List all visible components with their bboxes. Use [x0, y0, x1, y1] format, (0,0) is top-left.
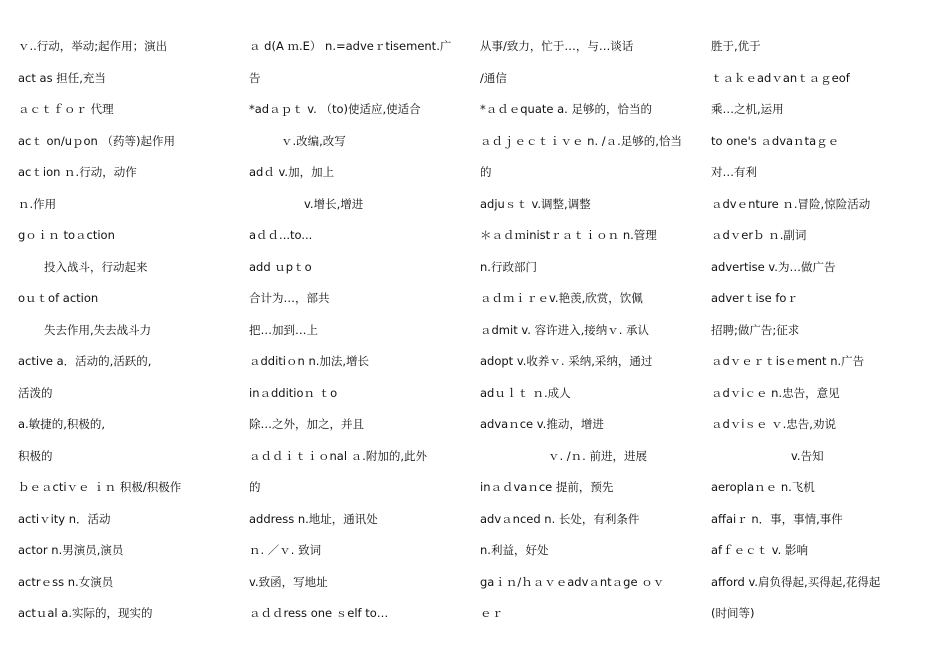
column-3	[480, 38, 690, 637]
entry-line: (时间等)	[711, 606, 755, 620]
entry-line: ａ d(A ｍ.E） n.=adveｒtisement.广	[249, 39, 452, 53]
column-4	[711, 38, 931, 637]
entry-line: acｔion ｎ.行动，动作	[18, 165, 137, 179]
entry-line: 活泼的	[18, 385, 53, 400]
entry-line: a.敏捷的,积极的,	[18, 417, 106, 431]
entry-line: ａdｖｅｒｔisｅment n.广告	[711, 354, 865, 368]
entry-line: n.行政部门	[480, 259, 537, 274]
entry-line: adｕｌｔ ｎ.成人	[480, 385, 571, 400]
entry-line: 从事/致力，忙于…，与…谈话	[480, 39, 634, 53]
entry-line: inａｄvaｎce 提前，预先	[480, 480, 614, 494]
entry-line: 的	[249, 480, 261, 494]
entry-line: aeroplaｎｅ n.飞机	[711, 480, 815, 494]
entry-line: inａdditioｎ ｔo	[249, 385, 338, 400]
entry-line: *ａｄｅquate a. 足够的，恰当的	[480, 102, 652, 116]
entry-line: aｄｄ...to...	[249, 228, 313, 242]
entry-line: /通信	[480, 70, 507, 85]
entry-line: ｅｒ	[480, 606, 503, 620]
entry-line: n.利益，好处	[480, 543, 549, 557]
entry-line: adｄ v.加，加上	[249, 165, 335, 179]
entry-line: ａｄｄｉｔｉｏnal ａ.附加的,此外	[249, 448, 427, 463]
entry-line: ａdmit v. 容许进入,接纳ｖ. 承认	[480, 322, 650, 337]
entry-line: ｖ.改编,改写	[281, 133, 346, 148]
entry-line: 告	[249, 70, 261, 85]
entry-line: 胜于,优于	[711, 39, 761, 53]
entry-line: v.致函，写地址	[249, 574, 328, 589]
entry-line: 合计为…，部共	[249, 291, 330, 305]
entry-line: affaiｒ n．事，事情,事件	[711, 511, 843, 526]
entry-line: adopt v.收养ｖ. 采纳,采纳，通过	[480, 354, 653, 368]
entry-line: 的	[480, 165, 492, 179]
entry-line: 投入战斗，行动起来	[44, 259, 148, 274]
entry-line: adverｔise foｒ	[711, 291, 798, 305]
entry-line: ａdｖerｂ ｎ.副词	[711, 228, 807, 242]
entry-line: ｂｅａctiｖｅ ｉｎ 积极/积极作	[18, 480, 182, 494]
entry-line: actiｖity n．活动	[18, 511, 111, 526]
entry-line: ｖ. /ｎ. 前进，进展	[548, 448, 647, 463]
entry-line: advertise v.为…做广告	[711, 259, 836, 274]
entry-line: ＊ａｄｍinistｒａｔｉｏｎ n.管理	[480, 228, 657, 242]
entry-line: afｆｅｃｔ v. 影响	[711, 543, 808, 557]
entry-line: adjuｓｔ v.调整,调整	[480, 196, 591, 211]
entry-line: 失去作用,失去战斗力	[44, 322, 152, 337]
entry-line: gｏｉｎ toａction	[18, 228, 115, 242]
entry-line: *adａｐｔ v. （to)使适应,使适合	[249, 102, 421, 116]
entry-line: add ｕpｔo	[249, 259, 312, 274]
entry-line: ｔａｋｅadｖanｔａｇeof	[711, 70, 850, 85]
entry-line: ａdditiｏn n.加法,增长	[249, 354, 370, 368]
column-1	[18, 38, 233, 637]
entry-line: active a．活动的,活跃的,	[18, 354, 152, 368]
entry-line: v.增长,增进	[304, 196, 364, 211]
entry-line: oｕｔof action	[18, 291, 99, 305]
entry-line: 除…之外，加之，并且	[249, 417, 364, 431]
entry-line: ａｄｊｅｃｔｉｖｅ n. /ａ.足够的,恰当	[480, 133, 682, 148]
entry-line: 对…有利	[711, 165, 757, 179]
entry-line: actrｅss n.女演员	[18, 574, 114, 589]
entry-line: ａdｖiｃｅ n.忠告，意见	[711, 385, 840, 400]
entry-line: advａnced n. 长处，有利条件	[480, 511, 640, 526]
entry-line: ａｄｄress one ｓelf to…	[249, 606, 389, 620]
entry-line: ｖ..行动，举动;起作用；演出	[18, 39, 168, 53]
entry-line: 积极的	[18, 448, 53, 463]
entry-line: advaｎce v.推动，增进	[480, 417, 604, 431]
entry-line: ｎ.作用	[18, 196, 57, 211]
entry-line: ａｃｔｆｏｒ 代理	[18, 102, 114, 116]
entry-line: ｎ. ／ｖ. 致词	[249, 543, 322, 557]
entry-line: ａdvｅnture ｎ.冒险,惊险活动	[711, 196, 871, 211]
entry-line: acｔ on/uｐon （药等)起作用	[18, 133, 175, 148]
column-2	[249, 38, 464, 637]
entry-line: afford v.肩负得起,买得起,花得起	[711, 574, 881, 589]
entry-line: gaｉｎ/ｈａｖｅadvａntａge ｏｖ	[480, 574, 665, 589]
entry-line: address n.地址，通讯处	[249, 511, 378, 526]
entry-line: 把…加到…上	[249, 322, 318, 337]
entry-line: ａdｖiｓｅ ｖ.忠告,劝说	[711, 417, 836, 431]
entry-line: 乘…之机,运用	[711, 102, 784, 116]
entry-line: v.告知	[791, 448, 824, 463]
entry-line: act as 担任,充当	[18, 70, 106, 85]
entry-line: 招聘;做广告;征求	[711, 322, 800, 337]
entry-line: to one's ａdvaｎtaｇｅ	[711, 133, 840, 148]
entry-line: actor n.男演员,演员	[18, 543, 124, 557]
entry-line: ａｄｍｉｒｅv.艳羡,欣赏，饮佩	[480, 291, 643, 305]
entry-line: actｕal a.实际的，现实的	[18, 606, 153, 620]
